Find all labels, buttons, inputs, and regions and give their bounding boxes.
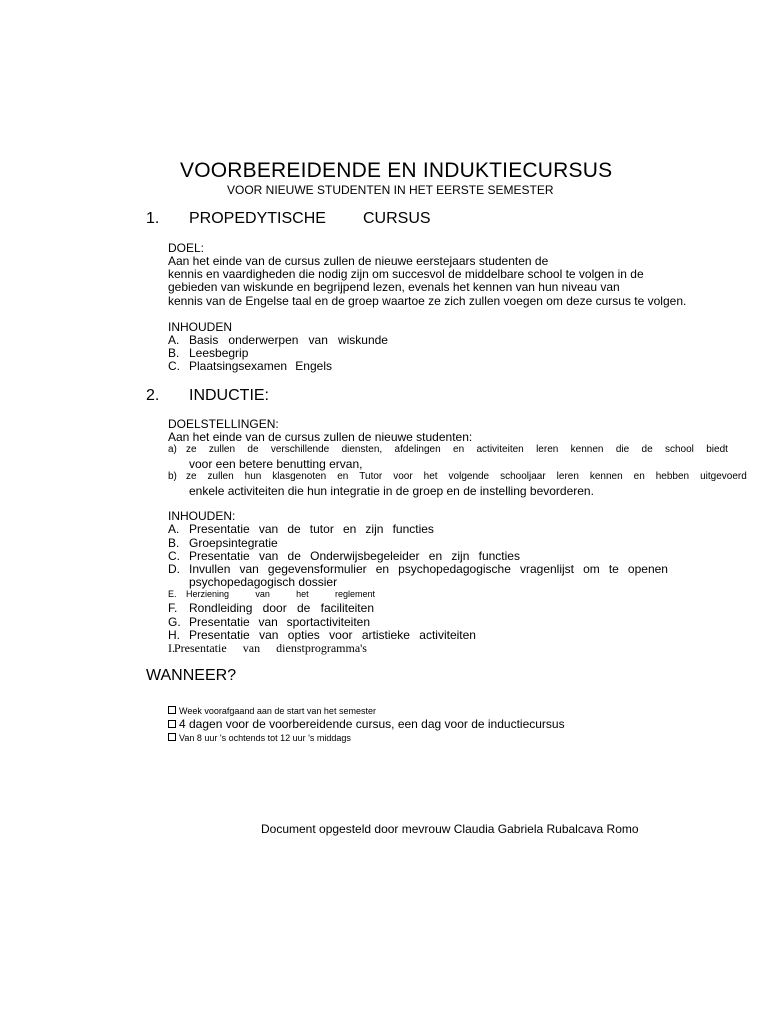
word: uitgevoerd: [700, 471, 747, 482]
list-letter: E.: [168, 589, 177, 599]
word: openen: [627, 562, 668, 576]
word: te: [608, 562, 619, 576]
word: om: [583, 562, 600, 576]
list-item-text: [189, 601, 374, 615]
word: kennen: [570, 444, 604, 455]
word: Plaatsingsexamen: [189, 359, 288, 373]
word: volgende: [448, 471, 490, 482]
word: zullen: [208, 444, 236, 455]
word: faciliteiten: [320, 601, 374, 615]
word: de: [287, 522, 301, 536]
section1-doel-line: gebieden van wiskunde en begrijpend lezen, evenals het kennen van hun niveau van: [168, 280, 620, 294]
section1-heading-b: CURSUS: [363, 210, 431, 227]
list-item-text: Leesbegrip: [189, 346, 249, 360]
list-letter: C.: [168, 549, 180, 563]
word: en: [342, 522, 357, 536]
list-letter: A.: [168, 522, 180, 536]
list-item: [168, 717, 565, 731]
word: reglement: [334, 589, 375, 599]
word: dienstprogramma's: [276, 641, 367, 655]
word: van: [258, 522, 279, 536]
list-item: [168, 706, 376, 716]
word: die: [615, 444, 630, 455]
word: opties: [287, 628, 320, 642]
word: tutor: [309, 522, 334, 536]
word: van: [308, 333, 328, 347]
word: ze: [186, 471, 197, 482]
word: activiteiten: [476, 444, 524, 455]
word: van: [242, 641, 261, 655]
word: leren: [536, 444, 559, 455]
word: Engels: [295, 359, 332, 373]
word: activiteiten: [419, 628, 476, 642]
word: en: [375, 562, 390, 576]
objective-a-continuation: voor een betere benutting ervan,: [189, 457, 363, 471]
objective-b-continuation: enkele activiteiten die hun integratie in de groep en de instelling bevorderen.: [189, 484, 594, 498]
word: Basis: [189, 333, 219, 347]
word: zullen: [207, 471, 234, 482]
word: voor: [329, 628, 353, 642]
word: Herziening: [186, 589, 230, 599]
list-item-text: [189, 359, 332, 373]
word: en: [428, 549, 443, 563]
list-letter: A.: [168, 333, 180, 347]
section1-number: 1.: [146, 210, 160, 227]
section2-heading: INDUCTIE:: [189, 387, 269, 404]
word: en: [337, 471, 349, 482]
list-item-text: [189, 522, 434, 536]
word: het: [296, 589, 309, 599]
word: Rondleiding: [189, 601, 253, 615]
list-item: [168, 333, 179, 347]
word: van: [258, 549, 279, 563]
checkbox-icon: [168, 733, 176, 741]
section2-number: 2.: [146, 387, 160, 404]
list-item-continuation: psychopedagogisch dossier: [189, 575, 338, 589]
word: door: [262, 601, 287, 615]
word: functies: [478, 549, 520, 563]
word: hebben: [655, 471, 690, 482]
list-item: [168, 733, 351, 743]
word: artistieke: [361, 628, 410, 642]
section1-doel-line: Aan het einde van de cursus zullen de nieuwe eerstejaars studenten de: [168, 254, 549, 268]
word: zijn: [451, 549, 470, 563]
bullet-text: Van 8 uur 's ochtends tot 12 uur 's middags: [179, 733, 351, 743]
list-letter: I.: [168, 641, 175, 655]
list-letter: C.: [168, 359, 180, 373]
word: Presentatie: [189, 522, 250, 536]
objective-a-text: [186, 444, 728, 455]
word: onderwerpen: [228, 333, 299, 347]
word: van: [258, 615, 278, 629]
list-letter: b): [168, 471, 177, 482]
section2-inhouden-label: INHOUDEN:: [168, 509, 236, 523]
section1-doel-line: kennis en vaardigheden die nodig zijn om succesvol de middelbare school te volgen in de: [168, 267, 644, 281]
list-letter: H.: [168, 628, 180, 642]
word: de: [296, 601, 311, 615]
list-item-text: [186, 589, 375, 599]
list-item-text: Groepsintegratie: [189, 536, 278, 550]
list-item-text: [189, 333, 388, 347]
list-item-text: [189, 562, 668, 576]
word: psychopedagogische: [398, 562, 511, 576]
word: Presentatie: [189, 628, 250, 642]
checkbox-icon: [168, 706, 176, 714]
word: verschillende: [270, 444, 330, 455]
list-letter: F.: [168, 601, 178, 615]
word: van: [239, 562, 259, 576]
bullet-text: 4 dagen voor de voorbereidende cursus, een dag voor de inductiecursus: [179, 717, 565, 731]
document-footer: Document opgesteld door mevrouw Claudia Gabriela Rubalcava Romo: [261, 822, 639, 836]
word: Invullen: [189, 562, 231, 576]
list-letter: B.: [168, 346, 180, 360]
list-letter: a): [168, 444, 177, 455]
document-title: VOORBEREIDENDE EN INDUKTIECURSUS: [180, 159, 613, 182]
list-item-text: [174, 641, 367, 656]
list-letter: D.: [168, 562, 180, 576]
list-item-text: [189, 615, 370, 629]
word: sportactiviteiten: [286, 615, 370, 629]
section1-doel-line: kennis van de Engelse taal en de groep waartoe ze zich zullen voegen om deze cursus te volgen.: [168, 294, 687, 308]
word: Presentatie: [174, 641, 227, 655]
word: gegevensformulier: [267, 562, 367, 576]
document-subtitle: VOOR NIEUWE STUDENTEN IN HET EERSTE SEMESTER: [227, 183, 554, 197]
word: zijn: [365, 522, 384, 536]
word: Presentatie: [189, 549, 250, 563]
word: de: [641, 444, 653, 455]
section1-heading-a: PROPEDYTISCHE: [189, 210, 326, 227]
word: Onderwijsbegeleider: [310, 549, 420, 563]
list-letter: G.: [168, 615, 181, 629]
word: schooljaar: [500, 471, 546, 482]
wanneer-heading: WANNEER?: [146, 667, 237, 684]
word: kennen: [589, 471, 623, 482]
word: hun: [244, 471, 262, 482]
word: leren: [556, 471, 579, 482]
checkbox-icon: [168, 720, 176, 728]
word: ze: [186, 444, 197, 455]
section1-doel-label: DOEL:: [168, 241, 205, 255]
word: van: [255, 589, 270, 599]
word: biedt: [706, 444, 728, 455]
word: functies: [392, 522, 434, 536]
word: Presentatie: [189, 615, 250, 629]
word: de: [247, 444, 259, 455]
word: de: [287, 549, 301, 563]
word: vragenlijst: [519, 562, 574, 576]
word: afdelingen: [394, 444, 441, 455]
list-item-text: [189, 628, 476, 642]
word: en: [453, 444, 465, 455]
word: wiskunde: [337, 333, 388, 347]
word: voor: [393, 471, 413, 482]
word: van: [259, 628, 279, 642]
list-item-text: [189, 549, 520, 563]
list-letter: B.: [168, 536, 180, 550]
bullet-text: Week voorafgaand aan de start van het semester: [179, 706, 376, 716]
section2-intro: Aan het einde van de cursus zullen de nieuwe studenten:: [168, 430, 473, 444]
word: het: [423, 471, 438, 482]
objective-b-text: [186, 471, 747, 482]
word: school: [665, 444, 694, 455]
word: en: [633, 471, 645, 482]
word: diensten,: [341, 444, 383, 455]
word: klasgenoten: [272, 471, 327, 482]
section1-inhouden-label: INHOUDEN: [168, 320, 233, 334]
word: Tutor: [359, 471, 383, 482]
section2-doel-label: DOELSTELLINGEN:: [168, 417, 279, 431]
